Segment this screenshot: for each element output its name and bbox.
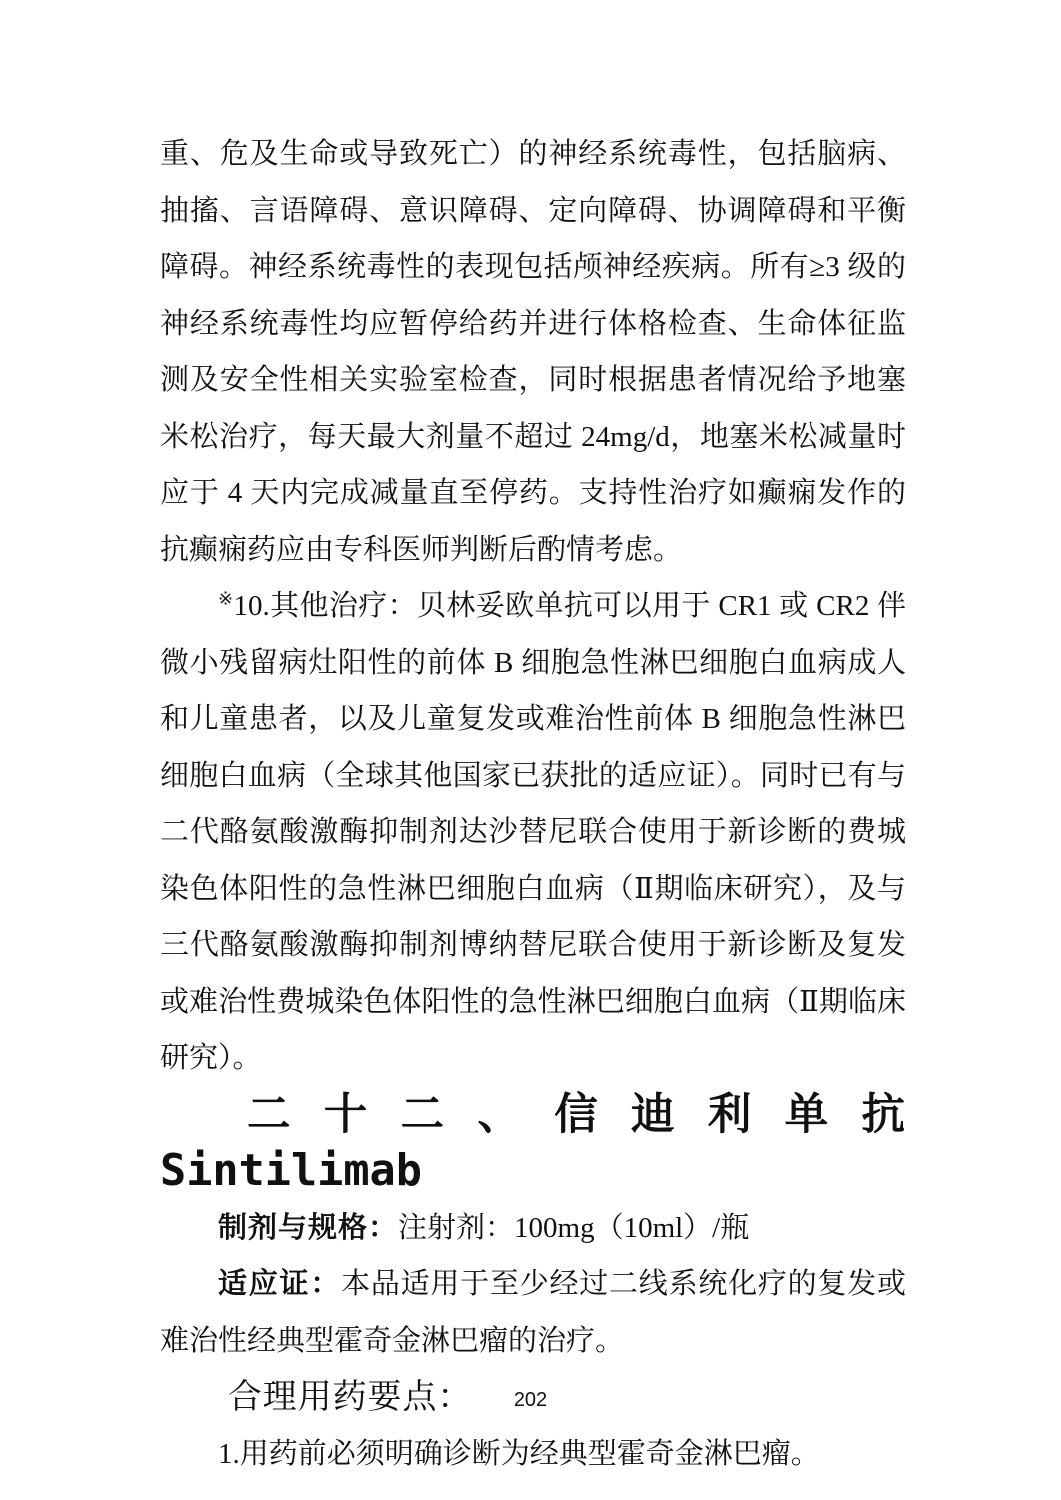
formulation-line	[160, 1200, 906, 1257]
usage-point-1	[160, 1426, 906, 1483]
usage-heading-text: 合理用药要点：	[227, 1378, 473, 1416]
formulation-value: 注射剂：100mg（10ml）/瓶	[398, 1211, 750, 1244]
paragraph-neurotoxicity	[160, 126, 906, 578]
section-heading	[160, 1087, 906, 1200]
paragraph-other-treatment	[160, 578, 906, 1087]
page-number	[0, 1389, 1061, 1412]
reference-mark: ※	[218, 588, 234, 609]
formulation-label: 制剂与规格：	[218, 1211, 399, 1244]
document-body	[160, 126, 906, 1482]
indication-value: 本品适用于至少经过二线系统化疗的复发或难治性经典型霍奇金淋巴瘤的治疗。	[160, 1268, 906, 1357]
section-heading-english: Sintilimab	[160, 1146, 422, 1196]
paragraph-other-treatment-text: 10.其他治疗：贝林妥欧单抗可以用于 CR1 或 CR2 伴微小残留病灶阳性的前体 B 细胞急性淋巴细胞白血病成人和儿童患者，以及儿童复发或难治性前体 B 细胞急性淋巴细胞白血病（全球其他国家已获批的适应证）。同时已有与二代酪氨酸激酶抑制剂达沙替尼联合使用于新诊断的费城染色体阳性的急性淋巴细胞白血病（Ⅱ期临床研究），及与三代酪氨酸激酶抑制剂博纳替尼联合使用于新诊断及复发或难治性费城染色体阳性的急性淋巴细胞白血病（Ⅱ期临床研究）。	[160, 590, 906, 1074]
indication-line	[160, 1256, 906, 1369]
page-number-text: 202	[513, 1389, 548, 1411]
paragraph-neurotoxicity-text: 重、危及生命或导致死亡）的神经系统毒性，包括脑病、抽搐、言语障碍、意识障碍、定向障碍、协调障碍和平衡障碍。神经系统毒性的表现包括颅神经疾病。所有≥3 级的神经系统毒性均应暂停给药并进行体格检查、生命体征监测及安全性相关实验室检查，同时根据患者情况给予地塞米松治疗，每天最大剂量不超过 24mg/d，地塞米松减量时应于 4 天内完成减量直至停药。支持性治疗如癫痫发作的抗癫痫药应由专科医师判断后酌情考虑。	[160, 138, 906, 566]
usage-point-1-text: 1.用药前必须明确诊断为经典型霍奇金淋巴瘤。	[218, 1437, 820, 1470]
indication-label: 适应证：	[218, 1268, 342, 1300]
section-heading-chinese: 二十二、信迪利单抗	[247, 1090, 906, 1139]
